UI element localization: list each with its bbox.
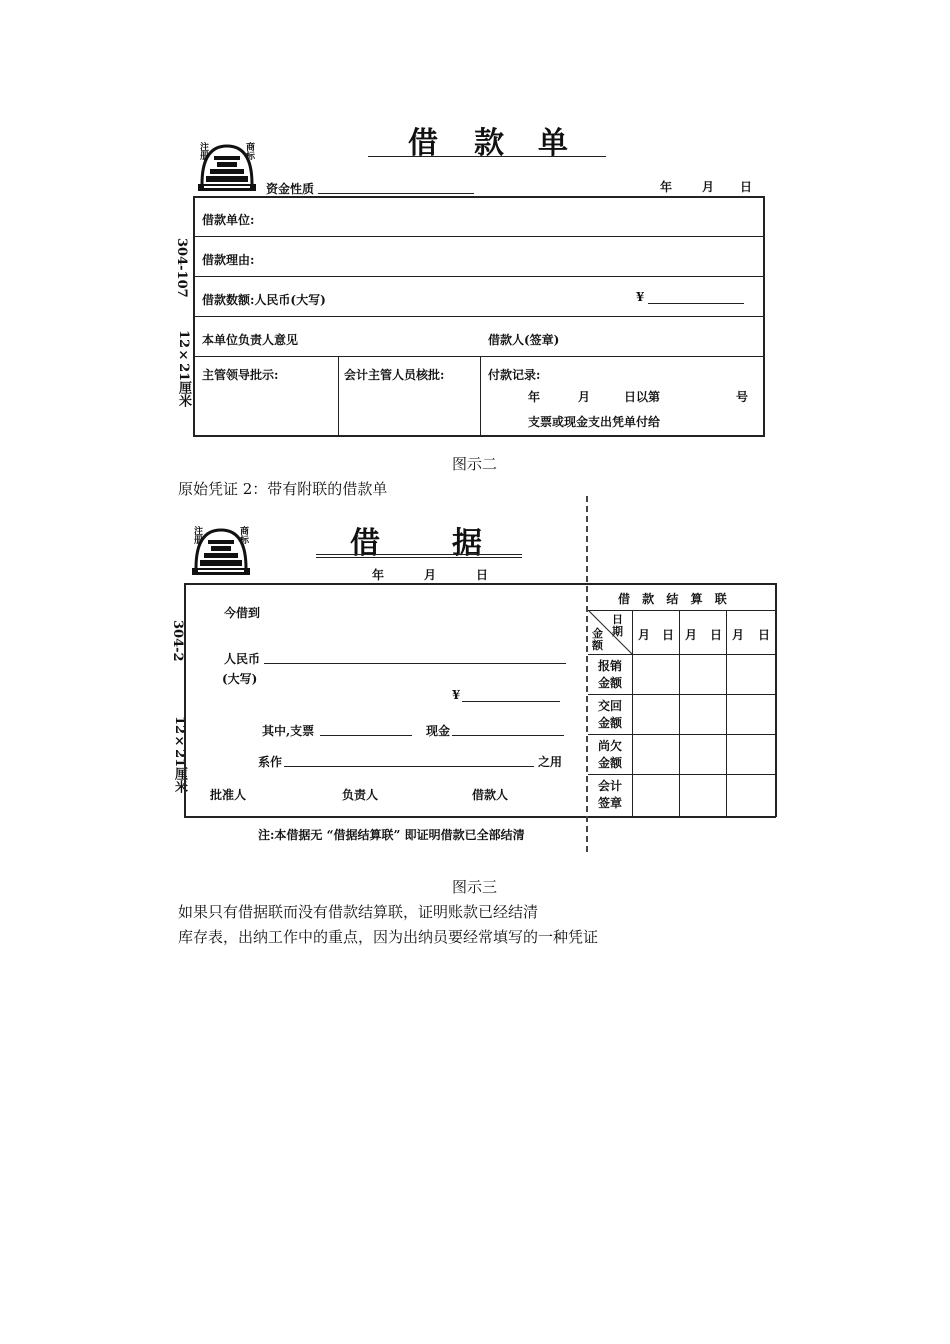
col-divider [480, 356, 481, 436]
form-title-char-2: 据 [452, 526, 482, 561]
date-month: 月 [424, 568, 437, 582]
check-line [320, 735, 412, 736]
form-code-vertical: 304-2 [170, 620, 185, 662]
cash-line [452, 735, 564, 736]
frame-right [775, 583, 777, 817]
form-title-char-2: 款 [474, 126, 504, 161]
pay-number: 号 [736, 390, 749, 404]
grid-line [588, 774, 775, 775]
loan-unit-label: 借款单位: [202, 213, 255, 227]
col-day-2: 日 [710, 628, 723, 642]
logo-label-left: 注册 [194, 527, 204, 546]
fund-nature-label: 资金性质 [266, 182, 315, 196]
col-month-2: 月 [685, 628, 698, 642]
borrow-to-label: 今借到 [224, 606, 261, 620]
rmb-line [264, 663, 566, 664]
used-for-label: 系作 [258, 755, 283, 769]
form-size-vertical: 12×21厘米 [176, 330, 191, 408]
col-month-1: 月 [638, 628, 651, 642]
frame-left [184, 583, 186, 817]
pay-day-by: 日以第 [624, 390, 661, 404]
col-month-3: 月 [732, 628, 745, 642]
logo-label-left: 注册 [200, 143, 210, 162]
pay-month: 月 [578, 390, 591, 404]
date-year: 年 [372, 568, 385, 582]
loan-amount-label: 借款数额:人民币(大写) [202, 293, 326, 307]
fund-nature-line [318, 193, 474, 194]
settlement-title: 借 款 结 算 联 [618, 592, 731, 606]
col-day-1: 日 [662, 628, 675, 642]
row-divider [193, 356, 765, 357]
form-title-char-3: 单 [538, 126, 568, 161]
borrower-sign-label: 借款人(签章) [488, 333, 560, 347]
cash-label: 现金 [426, 724, 451, 738]
title-underline [316, 554, 522, 555]
loan-reason-label: 借款理由: [202, 253, 255, 267]
logo-label-right: 商标 [246, 143, 256, 162]
pay-note: 支票或现金支出凭单付给 [528, 415, 661, 429]
title-underline [368, 156, 606, 157]
rmb-label: 人民币 [224, 652, 261, 666]
body-line-1: 如果只有借据联而没有借款结算联，证明账款已经结清 [178, 903, 539, 921]
amount-line [648, 303, 744, 304]
yen-symbol: ¥ [452, 688, 461, 702]
yen-symbol: ¥ [636, 290, 645, 304]
leader-approval-label: 主管领导批示: [202, 368, 279, 382]
unit-head-opinion-label: 本单位负责人意见 [202, 333, 299, 347]
grid-line [588, 734, 775, 735]
date-month: 月 [702, 180, 715, 194]
daxie-label: (大写) [222, 672, 258, 686]
responsible-label: 负责人 [342, 788, 379, 802]
form-note: 注:本借据无 “借据结算联” 即证明借款已全部结清 [258, 828, 525, 842]
purpose-line [284, 766, 534, 767]
row-returned: 交回金额 [598, 699, 623, 730]
body-line-2: 库存表，出纳工作中的重点，因为出纳员要经常填写的一种凭证 [178, 928, 599, 946]
date-day: 日 [476, 568, 489, 582]
diag-date-label: 日期 [612, 613, 623, 638]
row-divider [193, 276, 765, 277]
accountant-approval-label: 会计主管人员核批: [344, 368, 445, 382]
grid-line [726, 610, 727, 816]
col-day-3: 日 [758, 628, 771, 642]
row-divider [193, 316, 765, 317]
date-year: 年 [660, 180, 673, 194]
row-accountant-seal: 会计签章 [598, 779, 623, 810]
frame-bottom [184, 816, 776, 818]
grid-line [679, 610, 680, 816]
perforation-line [586, 496, 588, 852]
check-label: 其中,支票 [262, 724, 315, 738]
diag-amount-label: 金额 [592, 627, 603, 652]
row-divider [193, 236, 765, 237]
col-divider [338, 356, 339, 436]
grid-line [588, 694, 775, 695]
form-code-vertical: 304-107 [174, 238, 189, 298]
title-underline-2 [316, 557, 522, 558]
payment-record-label: 付款记录: [488, 368, 541, 382]
pay-year: 年 [528, 390, 541, 404]
row-reimburse: 报销金额 [598, 659, 623, 690]
borrower-label: 借款人 [472, 788, 509, 802]
intro-voucher-2: 原始凭证 2：带有附联的借款单 [178, 480, 388, 498]
use-end-label: 之用 [538, 755, 563, 769]
grid-line [632, 610, 633, 816]
form-title-char-1: 借 [350, 526, 380, 561]
grid-line [588, 654, 775, 655]
logo-label-right: 商标 [240, 527, 250, 546]
caption-figure-3: 图示三 [452, 878, 498, 896]
row-outstanding: 尚欠金额 [598, 739, 623, 770]
caption-figure-2: 图示二 [452, 455, 498, 473]
frame-top [184, 583, 776, 585]
form-title-char-1: 借 [408, 126, 438, 161]
date-day: 日 [740, 180, 753, 194]
approver-label: 批准人 [210, 788, 247, 802]
amount-line [462, 701, 560, 702]
form-size-vertical: 12×21厘米 [172, 716, 187, 794]
